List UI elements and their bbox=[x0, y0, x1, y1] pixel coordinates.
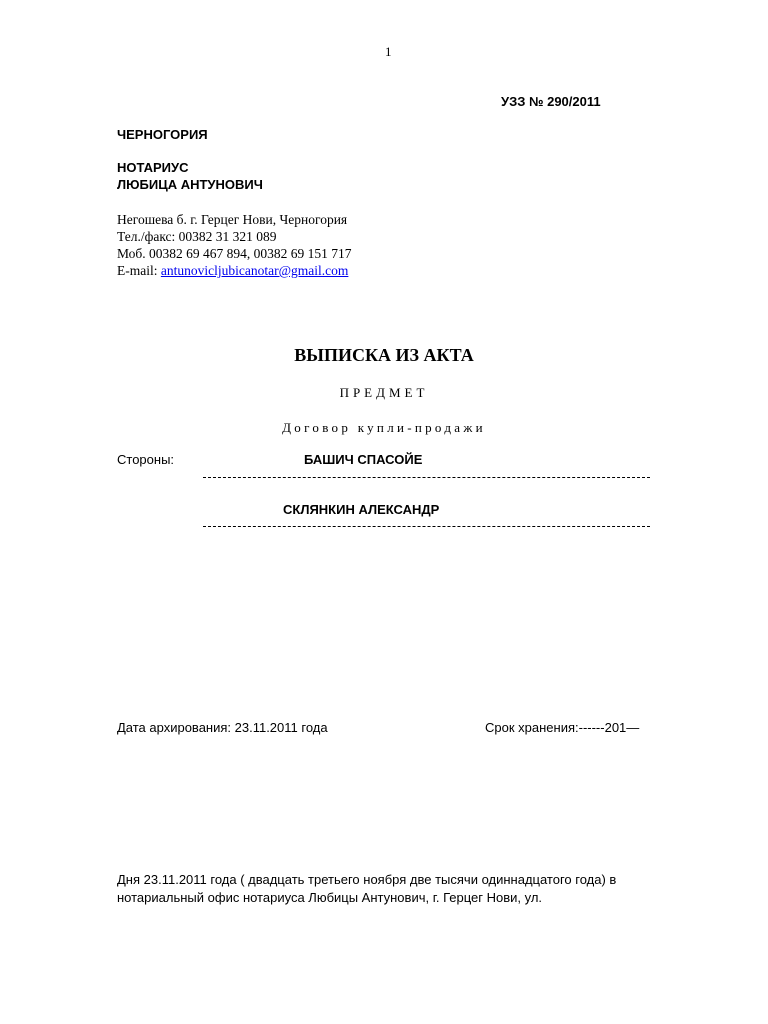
case-number: УЗЗ № 290/2011 bbox=[501, 94, 601, 109]
country-heading: ЧЕРНОГОРИЯ bbox=[117, 127, 208, 142]
party-1-underline bbox=[203, 477, 650, 479]
retention-period: Срок хранения:------201— bbox=[485, 720, 640, 735]
notary-email-line bbox=[117, 262, 348, 279]
party-2-underline bbox=[203, 526, 650, 528]
subject-text: Договор купли-продажи bbox=[282, 420, 486, 435]
archive-date: Дата архирования: 23.11.2011 года bbox=[117, 720, 328, 735]
notary-phone-fax: Тел./факс: 00382 31 321 089 bbox=[117, 229, 277, 244]
subject-heading: ПРЕДМЕТ bbox=[339, 385, 429, 400]
notary-title: НОТАРИУС bbox=[117, 160, 189, 175]
document-title: ВЫПИСКА ИЗ АКТА bbox=[294, 345, 474, 365]
body-paragraph: Дня 23.11.2011 года ( двадцать третьего ноября две тысячи одиннадцатого года) в нотариальный офис нотариуса Любицы Антунович, г. Герцег Нови, ул. bbox=[117, 872, 617, 905]
notary-address: Негошева б. г. Герцег Нови, Черногория bbox=[117, 212, 348, 227]
notary-mobile: Моб. 00382 69 467 894, 00382 69 151 717 bbox=[117, 246, 352, 261]
party-1-name: БАШИЧ СПАСОЙЕ bbox=[304, 452, 423, 467]
parties-label: Стороны: bbox=[117, 452, 175, 467]
email-link[interactable]: antunovicljubicanotar@gmail.com bbox=[160, 263, 349, 278]
email-label: E-mail: bbox=[117, 263, 161, 278]
notary-name: ЛЮБИЦА АНТУНОВИЧ bbox=[117, 177, 263, 192]
page-number: 1 bbox=[385, 44, 392, 59]
party-2-name: СКЛЯНКИН АЛЕКСАНДР bbox=[283, 502, 440, 517]
